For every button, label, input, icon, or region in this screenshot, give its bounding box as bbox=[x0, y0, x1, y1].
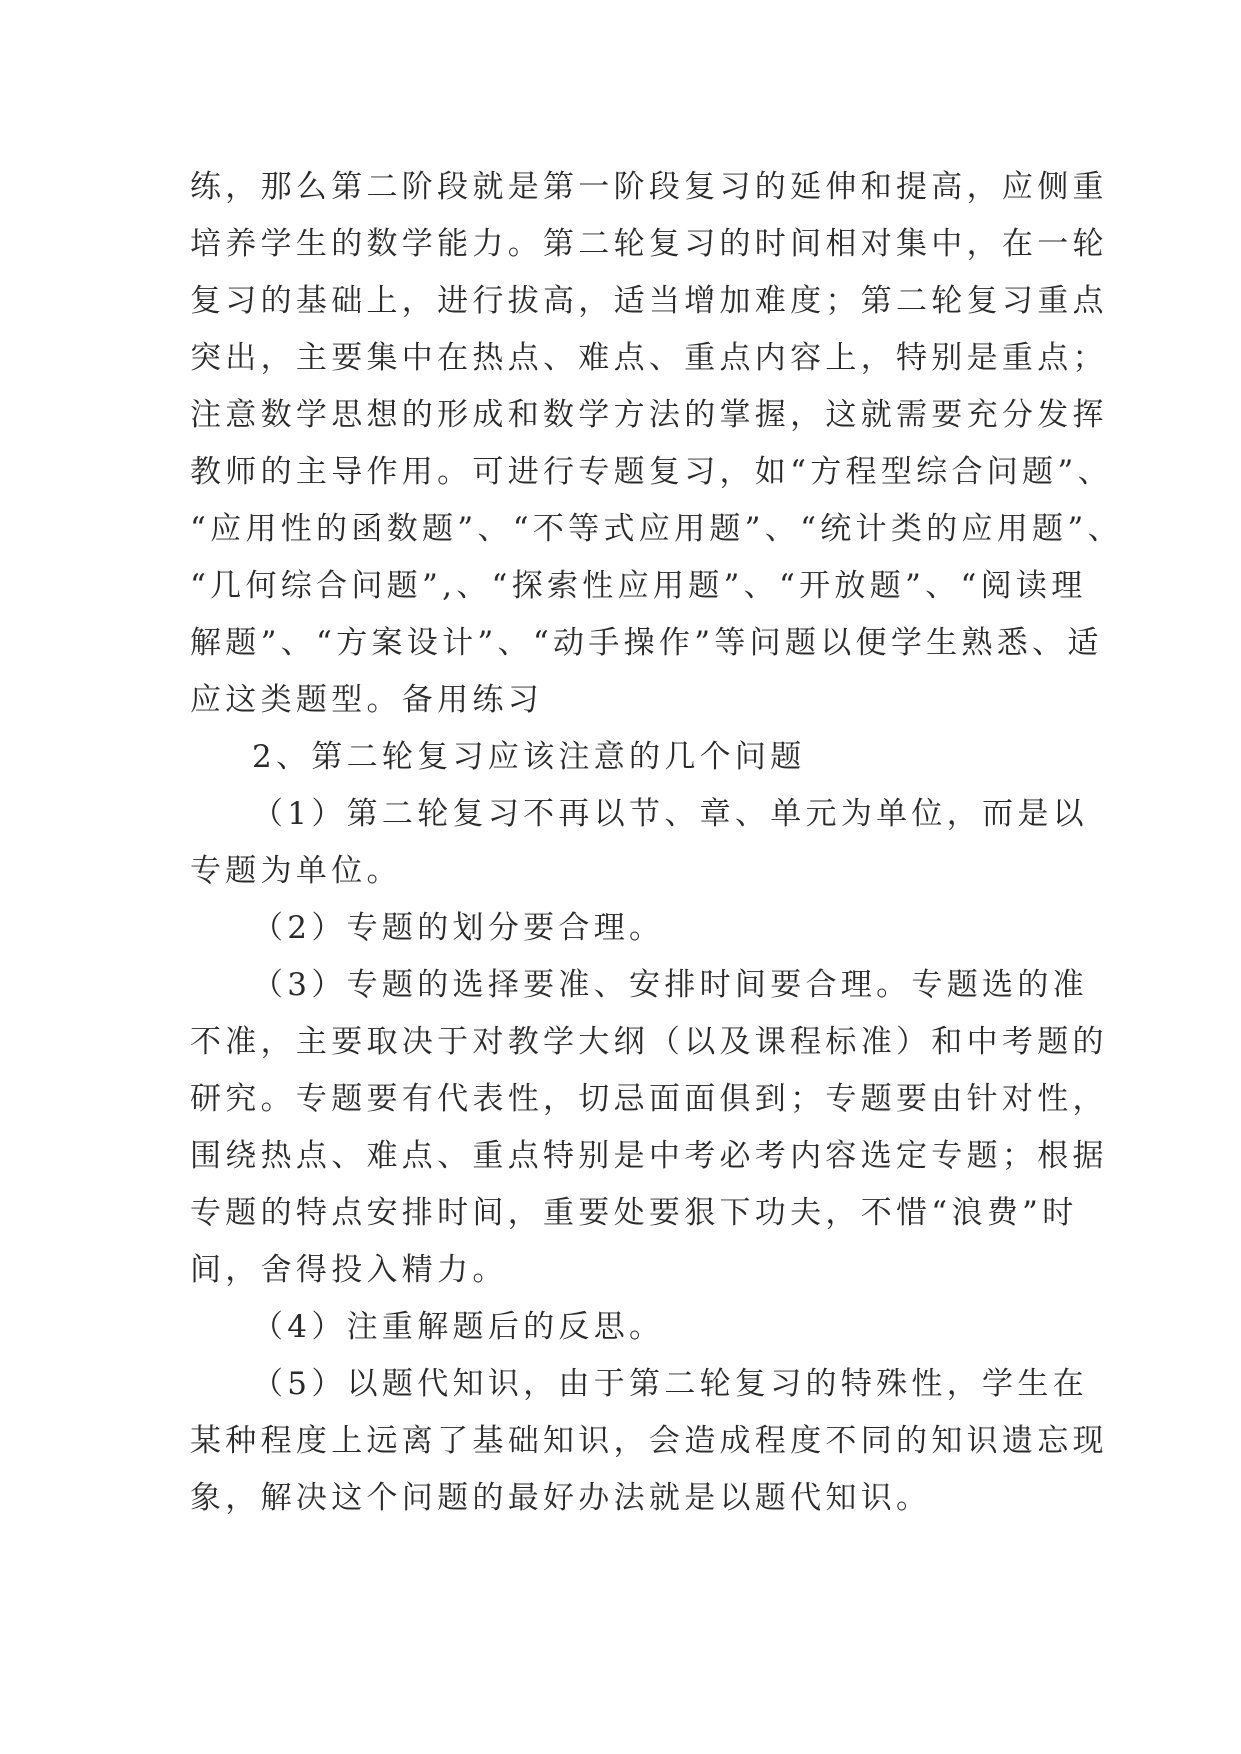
text-line: 研究。专题要有代表性，切忌面面俱到；专题要由针对性， bbox=[190, 1081, 1108, 1117]
list-item-3: （3）专题的选择要准、安排时间要合理。专题选的准 bbox=[252, 967, 1088, 1003]
text-line: 解题”、“方案设计”、“动手操作”等问题以便学生熟悉、适 bbox=[190, 625, 1103, 661]
text-line: 教师的主导作用。可进行专题复习，如“方程型综合问题”、 bbox=[190, 454, 1113, 490]
text-line: 象，解决这个问题的最好办法就是以题代知识。 bbox=[190, 1480, 932, 1516]
text-line: 练，那么第二阶段就是第一阶段复习的延伸和提高，应侧重 bbox=[190, 169, 1108, 205]
text-line: 专题为单位。 bbox=[190, 853, 402, 889]
text-line: 间，舍得投入精力。 bbox=[190, 1252, 508, 1288]
text-line: 围绕热点、难点、重点特别是中考必考内容选定专题；根据 bbox=[190, 1138, 1108, 1174]
list-item-1: （1）第二轮复习不再以节、章、单元为单位，而是以 bbox=[252, 796, 1088, 832]
text-line: 突出，主要集中在热点、难点、重点内容上，特别是重点； bbox=[190, 340, 1108, 376]
list-item-2: （2）专题的划分要合理。 bbox=[252, 910, 665, 946]
text-line: 专题的特点安排时间，重要处要狠下功夫，不惜“浪费”时 bbox=[190, 1195, 1078, 1231]
text-line: 复习的基础上，进行拔高，适当增加难度；第二轮复习重点 bbox=[190, 283, 1108, 319]
text-line: “几何综合问题”,、“探索性应用题”、“开放题”、“阅读理 bbox=[190, 568, 1087, 604]
text-line: 某种程度上远离了基础知识，会造成程度不同的知识遗忘现 bbox=[190, 1423, 1108, 1459]
list-item-4: （4）注重解题后的反思。 bbox=[252, 1309, 665, 1345]
text-line: 应这类题型。备用练习 bbox=[190, 682, 543, 718]
text-line: 培养学生的数学能力。第二轮复习的时间相对集中，在一轮 bbox=[190, 226, 1108, 262]
list-item-5: （5）以题代知识，由于第二轮复习的特殊性，学生在 bbox=[252, 1366, 1088, 1402]
text-line: 注意数学思想的形成和数学方法的掌握，这就需要充分发挥 bbox=[190, 397, 1108, 433]
text-line: 不准，主要取决于对教学大纲（以及课程标准）和中考题的 bbox=[190, 1024, 1108, 1060]
section-heading: 2、第二轮复习应该注意的几个问题 bbox=[252, 739, 806, 775]
document-body bbox=[190, 159, 1123, 1527]
text-line: “应用性的函数题”、“不等式应用题”、“统计类的应用题”、 bbox=[190, 511, 1123, 547]
